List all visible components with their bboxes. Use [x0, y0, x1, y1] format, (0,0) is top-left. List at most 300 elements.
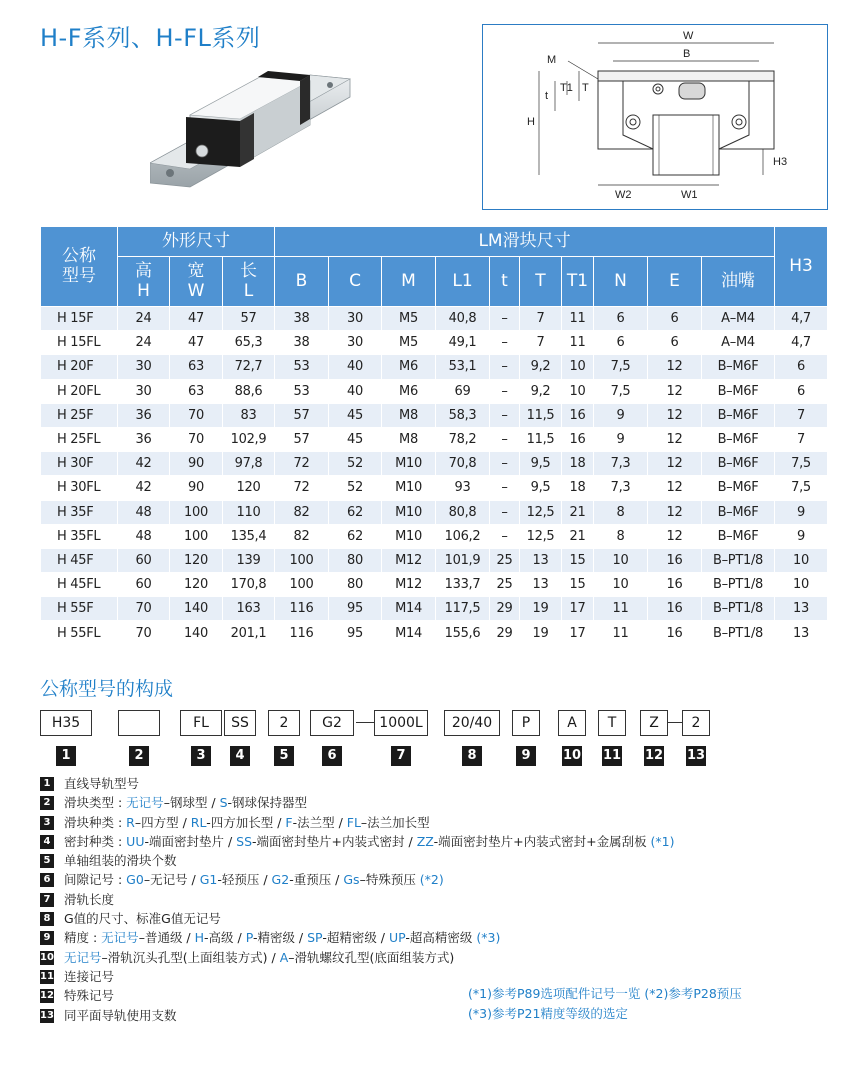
legend-desc-text: 特殊记号	[64, 988, 115, 1004]
table-cell: 11	[594, 621, 648, 645]
composition-title: 公称型号的构成	[40, 678, 174, 700]
legend-row	[40, 1006, 830, 1025]
legend-code-text: 无记号	[101, 930, 139, 946]
table-cell: 13	[775, 621, 828, 645]
table-cell: B–M6F	[702, 452, 775, 476]
legend-text	[64, 774, 139, 793]
table-cell: 19	[520, 621, 562, 645]
legend-code-text: H	[194, 930, 205, 946]
legend-desc-text: -重预压 /	[289, 872, 344, 888]
table-cell: 12,5	[520, 500, 562, 524]
table-cell: 82	[275, 524, 329, 548]
linear-guide-product-image	[150, 55, 370, 205]
code-number-badge: 13	[686, 746, 706, 766]
dimension-diagram	[482, 24, 828, 210]
legend-desc-text: –无记号 /	[143, 872, 200, 888]
table-cell: 133,7	[436, 573, 490, 597]
table-cell: 15	[562, 573, 594, 597]
code-dash	[356, 722, 374, 723]
legend-number-badge: 8	[40, 912, 54, 926]
table-cell-model: H 55F	[41, 597, 118, 621]
table-cell: 135,4	[223, 524, 275, 548]
table-cell: 93	[436, 476, 490, 500]
table-cell: 12	[648, 355, 702, 379]
table-cell: 7,3	[594, 452, 648, 476]
table-cell: 11	[594, 597, 648, 621]
table-cell: 62	[329, 500, 382, 524]
table-cell: 70	[170, 427, 223, 451]
header-lm-col: B	[275, 257, 329, 307]
table-cell: 12,5	[520, 524, 562, 548]
dim-label-t-small: t	[545, 90, 549, 102]
legend-text	[64, 909, 221, 928]
legend-number-badge: 10	[40, 951, 54, 963]
table-cell: –	[490, 427, 520, 451]
table-cell: M6	[382, 355, 436, 379]
table-row	[41, 427, 828, 451]
legend-number-badge: 5	[40, 854, 54, 868]
table-cell: 6	[775, 355, 828, 379]
table-cell: 16	[648, 621, 702, 645]
table-cell: 9,5	[520, 452, 562, 476]
table-cell: M5	[382, 331, 436, 355]
table-cell: 6	[648, 331, 702, 355]
table-cell: A–M4	[702, 331, 775, 355]
legend-text	[64, 986, 114, 1005]
legend-code-text: S	[219, 795, 228, 811]
table-cell: 11	[562, 307, 594, 331]
table-cell: –	[490, 476, 520, 500]
legend-desc-text: –普通级 /	[138, 930, 195, 946]
table-cell: 8	[594, 500, 648, 524]
legend-number-badge: 12	[40, 990, 54, 1002]
table-cell: 36	[118, 403, 170, 427]
legend-text	[64, 870, 444, 889]
header-outer-col	[170, 257, 223, 307]
dim-label-w: W	[683, 30, 694, 42]
table-cell: 95	[329, 597, 382, 621]
code-segment-box: A	[558, 710, 586, 736]
code-number-badge: 3	[191, 746, 211, 766]
table-cell: 16	[562, 403, 594, 427]
table-cell: 120	[170, 548, 223, 572]
legend-code-text: FL	[346, 814, 361, 830]
table-cell: 25	[490, 548, 520, 572]
table-cell: 21	[562, 500, 594, 524]
code-segment-box: 20/40	[444, 710, 500, 736]
code-segment-box: 1000L	[374, 710, 428, 736]
legend-code-text: ZZ	[416, 833, 434, 849]
legend-desc-text: 滑轨长度	[64, 891, 115, 907]
table-cell: 9,2	[520, 379, 562, 403]
code-segment-box	[118, 710, 160, 736]
legend-number-badge: 6	[40, 873, 54, 887]
legend-desc-text: -四方加长型 /	[206, 814, 286, 830]
table-cell: 120	[223, 476, 275, 500]
table-cell: 116	[275, 621, 329, 645]
table-cell-model: H 15FL	[41, 331, 118, 355]
header-lm-col: T1	[562, 257, 594, 307]
table-cell: M10	[382, 452, 436, 476]
legend-text	[64, 948, 454, 967]
legend-row	[40, 832, 830, 851]
table-cell: B–PT1/8	[702, 573, 775, 597]
page-title: H-F系列、H-FL系列	[40, 24, 261, 52]
table-row	[41, 476, 828, 500]
legend-row	[40, 928, 830, 947]
table-cell: 29	[490, 621, 520, 645]
table-cell: 8	[594, 524, 648, 548]
table-cell: 16	[648, 597, 702, 621]
table-cell: 7,5	[594, 355, 648, 379]
table-cell: 72	[275, 452, 329, 476]
code-segment-box: G2	[310, 710, 354, 736]
legend-desc-text: -轻预压 /	[217, 872, 272, 888]
legend-text	[64, 793, 307, 812]
header-outer-col-line: 高	[135, 260, 152, 281]
table-cell: 30	[118, 379, 170, 403]
legend-desc-text: -钢球保持器型	[227, 795, 308, 811]
legend-code-text: Gs	[343, 872, 360, 888]
table-cell: 18	[562, 452, 594, 476]
legend-desc-text: 密封种类 :	[64, 833, 127, 849]
table-cell: 170,8	[223, 573, 275, 597]
header-lm-col: t	[490, 257, 520, 307]
legend-desc-text: 间隙记号 :	[64, 872, 127, 888]
legend-desc-text: 滑块种类 :	[64, 814, 127, 830]
code-number-badge: 2	[129, 746, 149, 766]
table-cell: –	[490, 379, 520, 403]
header-outer-col	[223, 257, 275, 307]
legend-code-text: UP	[389, 930, 406, 946]
table-cell: B–M6F	[702, 403, 775, 427]
table-cell: 12	[648, 476, 702, 500]
legend-code-text: R	[126, 814, 135, 830]
table-cell: 52	[329, 476, 382, 500]
table-cell: M14	[382, 621, 436, 645]
table-cell: 106,2	[436, 524, 490, 548]
legend-code-text: F	[285, 814, 293, 830]
code-number-badge: 12	[644, 746, 664, 766]
table-row	[41, 548, 828, 572]
table-cell: –	[490, 331, 520, 355]
legend-row	[40, 890, 830, 909]
table-cell: 16	[648, 573, 702, 597]
legend-code-text: G1	[199, 872, 218, 888]
table-row	[41, 597, 828, 621]
table-cell: 139	[223, 548, 275, 572]
table-cell: 38	[275, 331, 329, 355]
table-cell-model: H 45FL	[41, 573, 118, 597]
table-cell: B–PT1/8	[702, 548, 775, 572]
code-number-badge: 8	[462, 746, 482, 766]
table-cell: 10	[775, 548, 828, 572]
table-cell: 69	[436, 379, 490, 403]
table-cell: 49,1	[436, 331, 490, 355]
spec-table	[40, 226, 828, 646]
table-cell: M8	[382, 403, 436, 427]
table-cell: 88,6	[223, 379, 275, 403]
legend-number-badge: 2	[40, 796, 54, 810]
code-number-badge: 4	[230, 746, 250, 766]
table-cell: 6	[594, 307, 648, 331]
table-cell: 102,9	[223, 427, 275, 451]
table-cell: 60	[118, 573, 170, 597]
table-cell: 163	[223, 597, 275, 621]
table-cell: 62	[329, 524, 382, 548]
code-segment-box: FL	[180, 710, 222, 736]
dim-label-h: H	[527, 116, 535, 128]
table-cell: 63	[170, 355, 223, 379]
header-model-line2: 型号	[62, 265, 96, 286]
table-cell: 45	[329, 403, 382, 427]
table-cell: –	[490, 524, 520, 548]
legend-desc-text: –滑轨沉头孔型(上面组装方式) /	[101, 949, 280, 965]
table-cell: 13	[520, 573, 562, 597]
table-cell: 72	[275, 476, 329, 500]
table-cell: M10	[382, 500, 436, 524]
table-cell: 140	[170, 621, 223, 645]
code-segment-box: SS	[224, 710, 256, 736]
table-cell: M6	[382, 379, 436, 403]
header-outer-col-line: W	[187, 280, 205, 301]
header-lm-col: 油嘴	[702, 257, 775, 307]
table-cell: 58,3	[436, 403, 490, 427]
table-cell: 63	[170, 379, 223, 403]
table-cell: 140	[170, 597, 223, 621]
legend-code-text: (*2)	[419, 872, 444, 888]
table-cell: 90	[170, 452, 223, 476]
code-dash	[668, 722, 682, 723]
table-cell: 42	[118, 452, 170, 476]
table-cell: 90	[170, 476, 223, 500]
table-row	[41, 355, 828, 379]
header-model	[41, 227, 118, 307]
table-cell: 11,5	[520, 403, 562, 427]
table-cell-model: H 45F	[41, 548, 118, 572]
legend-code-text: UU	[126, 833, 145, 849]
table-cell: –	[490, 452, 520, 476]
table-cell: 47	[170, 331, 223, 355]
table-cell: 47	[170, 307, 223, 331]
header-outer-dims: 外形尺寸	[118, 227, 275, 257]
table-cell: 60	[118, 548, 170, 572]
table-cell: 7,5	[775, 476, 828, 500]
table-cell: –	[490, 307, 520, 331]
legend-desc-text: 精度 :	[64, 930, 102, 946]
table-cell: 7	[520, 331, 562, 355]
table-row	[41, 573, 828, 597]
legend-desc-text: -端面密封垫片 /	[144, 833, 237, 849]
table-cell: 16	[648, 548, 702, 572]
table-cell: M12	[382, 548, 436, 572]
table-cell: 30	[118, 355, 170, 379]
code-number-badge: 7	[391, 746, 411, 766]
table-cell: B–M6F	[702, 427, 775, 451]
table-cell-model: H 35FL	[41, 524, 118, 548]
table-cell: 40,8	[436, 307, 490, 331]
table-cell: 70	[118, 597, 170, 621]
table-cell: 9	[775, 500, 828, 524]
table-cell-model: H 35F	[41, 500, 118, 524]
table-cell: 7,5	[775, 452, 828, 476]
table-cell: 12	[648, 427, 702, 451]
dim-label-w1: W1	[681, 189, 698, 201]
legend-desc-text: G值的尺寸、标准G值无记号	[64, 911, 221, 927]
table-cell: 12	[648, 403, 702, 427]
table-cell: M8	[382, 427, 436, 451]
table-cell: 80,8	[436, 500, 490, 524]
table-cell: 97,8	[223, 452, 275, 476]
legend-code-text: G0	[126, 872, 144, 888]
table-cell: 100	[275, 573, 329, 597]
legend-desc-text: –法兰加长型	[360, 814, 430, 830]
header-lm-col: C	[329, 257, 382, 307]
table-cell: 78,2	[436, 427, 490, 451]
table-cell: 101,9	[436, 548, 490, 572]
table-cell-model: H 20F	[41, 355, 118, 379]
table-cell: 100	[170, 500, 223, 524]
table-cell: 12	[648, 452, 702, 476]
table-cell: –	[490, 500, 520, 524]
code-number-badge: 6	[322, 746, 342, 766]
legend-desc-text: –四方型 /	[134, 814, 191, 830]
dim-label-h3: H3	[773, 156, 788, 168]
legend-row	[40, 851, 830, 870]
header-model-line1: 公称	[62, 245, 96, 266]
legend-text	[64, 832, 675, 851]
legend-number-badge: 13	[40, 1009, 54, 1021]
table-cell: 72,7	[223, 355, 275, 379]
table-cell: 9	[775, 524, 828, 548]
table-cell: 57	[275, 427, 329, 451]
table-row	[41, 500, 828, 524]
legend-desc-text: 直线导轨型号	[64, 776, 140, 791]
note-1: (*1)参考P89选项配件记号一览 (*2)参考P28预压	[468, 986, 742, 1001]
table-cell: 9,5	[520, 476, 562, 500]
legend-text	[64, 851, 177, 870]
table-cell-model: H 20FL	[41, 379, 118, 403]
table-row	[41, 379, 828, 403]
table-cell: 24	[118, 307, 170, 331]
legend-number-badge: 11	[40, 970, 54, 982]
table-cell: 52	[329, 452, 382, 476]
legend-desc-text: -端面密封垫片+内装式密封+金属刮板	[433, 833, 651, 849]
legend-text	[64, 813, 430, 832]
table-cell: 7	[775, 403, 828, 427]
table-cell: 6	[594, 331, 648, 355]
table-cell: 155,6	[436, 621, 490, 645]
table-cell: 100	[275, 548, 329, 572]
legend-row	[40, 813, 830, 832]
code-segment-box: 2	[268, 710, 300, 736]
table-cell: 10	[562, 379, 594, 403]
legend-row	[40, 948, 830, 967]
legend-row	[40, 870, 830, 889]
legend-desc-text: 同平面导轨使用支数	[64, 1007, 177, 1023]
table-cell: 4,7	[775, 307, 828, 331]
table-cell: 13	[775, 597, 828, 621]
table-cell: 53	[275, 379, 329, 403]
table-cell: M5	[382, 307, 436, 331]
legend-text	[64, 967, 114, 986]
code-segment-box: H35	[40, 710, 92, 736]
header-lm-col: M	[382, 257, 436, 307]
table-row	[41, 621, 828, 645]
table-cell: 110	[223, 500, 275, 524]
legend-text	[64, 1006, 177, 1025]
legend-code-text: 无记号	[64, 949, 102, 965]
table-cell: 116	[275, 597, 329, 621]
legend-code-text: G2	[271, 872, 290, 888]
header-outer-col-line: 长	[240, 260, 257, 281]
legend-code-text: (*1)	[650, 833, 675, 849]
table-cell: 12	[648, 379, 702, 403]
header-lm-col: E	[648, 257, 702, 307]
table-cell: 100	[170, 524, 223, 548]
table-cell: 48	[118, 524, 170, 548]
legend-number-badge: 9	[40, 931, 54, 945]
table-row	[41, 307, 828, 331]
header-outer-col	[118, 257, 170, 307]
table-cell: 38	[275, 307, 329, 331]
table-cell: 80	[329, 548, 382, 572]
table-cell: 57	[275, 403, 329, 427]
table-cell: B–PT1/8	[702, 621, 775, 645]
table-cell: B–M6F	[702, 500, 775, 524]
table-cell: 53,1	[436, 355, 490, 379]
table-cell-model: H 30FL	[41, 476, 118, 500]
table-cell: 9	[594, 403, 648, 427]
header-lm-col: N	[594, 257, 648, 307]
header-lm-dims: LM滑块尺寸	[275, 227, 775, 257]
table-cell: 12	[648, 500, 702, 524]
legend-desc-text: –钢球型 /	[163, 795, 220, 811]
table-cell: 65,3	[223, 331, 275, 355]
legend-row	[40, 793, 830, 812]
legend-text	[64, 928, 500, 947]
table-cell: 13	[520, 548, 562, 572]
table-cell: 16	[562, 427, 594, 451]
table-cell: 9	[594, 427, 648, 451]
table-cell-model: H 25FL	[41, 427, 118, 451]
table-cell: 6	[775, 379, 828, 403]
table-cell: 120	[170, 573, 223, 597]
table-cell: 7	[520, 307, 562, 331]
legend-desc-text: -高级 /	[204, 930, 246, 946]
table-cell: 82	[275, 500, 329, 524]
table-cell: 70,8	[436, 452, 490, 476]
legend-desc-text: -超精密级 /	[322, 930, 389, 946]
legend-desc-text: 单轴组装的滑块个数	[64, 853, 177, 869]
legend-desc-text: –特殊预压	[359, 872, 420, 888]
table-cell-model: H 55FL	[41, 621, 118, 645]
legend-desc-text: -超高精密级	[405, 930, 477, 946]
table-cell: 10	[775, 573, 828, 597]
table-cell: 40	[329, 355, 382, 379]
table-cell: B–M6F	[702, 379, 775, 403]
table-cell: M10	[382, 524, 436, 548]
code-segment-box: Z	[640, 710, 668, 736]
table-cell: 11,5	[520, 427, 562, 451]
dim-label-m: M	[547, 54, 557, 66]
legend-desc-text: -精密级 /	[252, 930, 308, 946]
table-cell: B–PT1/8	[702, 597, 775, 621]
table-cell: M12	[382, 573, 436, 597]
header-lm-col: L1	[436, 257, 490, 307]
legend-desc-text: 连接记号	[64, 968, 115, 984]
table-cell: 80	[329, 573, 382, 597]
